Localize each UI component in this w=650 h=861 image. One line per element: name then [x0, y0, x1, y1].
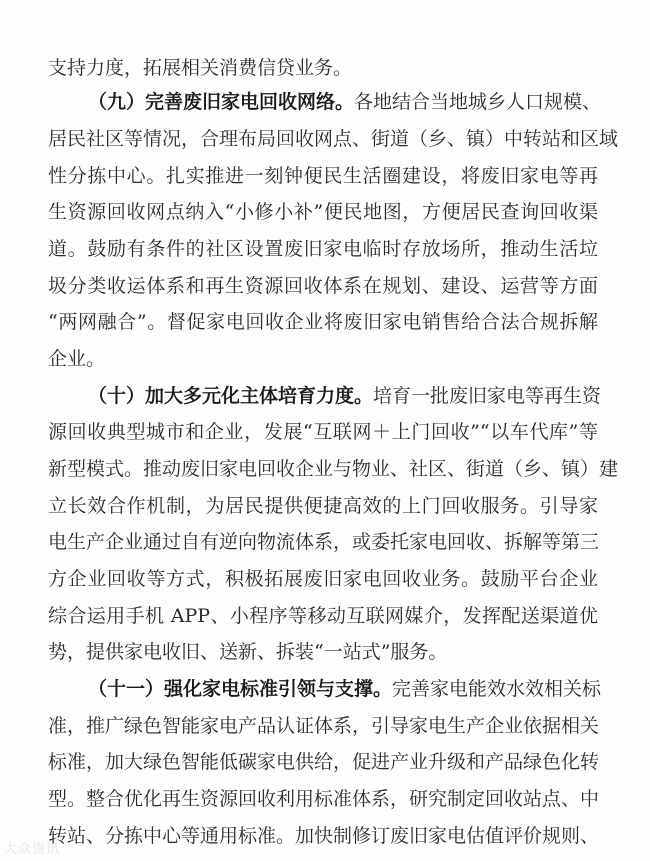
- text-line: [48, 603, 598, 629]
- section-heading: （十）加大多元化主体培育力度。: [88, 385, 374, 407]
- paragraph-11-heading-line: [88, 676, 602, 702]
- line-text: “两网融合”。督促家电回收企业将废旧家电销售给合法合规拆解: [48, 311, 598, 333]
- text-line: [48, 713, 598, 739]
- section-heading: （九）完善废旧家电回收网络。: [88, 91, 355, 113]
- line-text: 道。鼓励有条件的社区设置废旧家电临时存放场所，推动生活垃: [48, 238, 598, 260]
- line-text: 新型模式。推动废旧家电回收企业与物业、社区、街道（乡、镇）建: [48, 458, 619, 480]
- line-text: 培育一批废旧家电等再生资: [373, 385, 602, 407]
- line-text: 标准，加大绿色智能低碳家电供给，促进产业升级和产品绿色化转: [48, 751, 600, 773]
- line-text: 立长效合作机制，为居民提供便捷高效的上门回收服务。引导家: [48, 495, 598, 517]
- line-text: 生资源回收网点纳入“小修小补”便民地图，方便居民查询回收渠: [48, 201, 598, 223]
- line-text: 源回收典型城市和企业，发展“互联网＋上门回收”“以车代库”等: [48, 421, 598, 443]
- line-text: 各地结合当地城乡人口规模、: [354, 91, 602, 113]
- text-line: [48, 786, 598, 812]
- text-line: [48, 199, 598, 225]
- text-line: [48, 273, 598, 299]
- line-text: 型。整合优化再生资源回收利用标准体系，研究制定回收站点、中: [48, 788, 600, 810]
- text-line: [48, 639, 598, 665]
- line-text: 综合运用手机 APP、小程序等移动互联网媒介，发挥配送渠道优: [48, 605, 598, 627]
- text-line: [48, 566, 598, 592]
- text-line: [48, 419, 598, 445]
- text-line: [48, 346, 598, 372]
- text-line: [48, 236, 598, 262]
- line-text: 圾分类收运体系和再生资源回收体系在规划、建设、运营等方面: [48, 275, 598, 297]
- text-line: [48, 163, 598, 189]
- text-line: [48, 493, 598, 519]
- paragraph-10-heading-line: [88, 383, 602, 409]
- line-text: 电生产企业通过自有逆向物流体系，或委托家电回收、拆解等第三: [48, 531, 600, 553]
- line-text: 居民社区等情况，合理布局回收网点、街道（乡、镇）中转站和区域: [48, 128, 619, 150]
- text-line: [48, 529, 598, 555]
- line-text: 企业。: [48, 348, 106, 370]
- text-line: [48, 749, 598, 775]
- text-line: [48, 126, 619, 152]
- text-line: [48, 309, 598, 335]
- line-text: 完善家电能效水效相关标: [392, 678, 602, 700]
- line-text: 势，提供家电收旧、送新、拆装“一站式”服务。: [48, 641, 448, 663]
- line-text: 转站、分拣中心等通用标准。加快制修订废旧家电估值评价规则、: [48, 825, 600, 847]
- section-heading: （十一）强化家电标准引领与支撑。: [88, 678, 393, 700]
- text-line: [48, 456, 619, 482]
- paragraph-9-heading-line: [88, 89, 602, 115]
- line-text: 方企业回收等方式，积极拓展废旧家电回收业务。鼓励平台企业: [48, 568, 598, 590]
- line-text: 准，推广绿色智能家电产品认证体系，引导家电生产企业依据相关: [48, 715, 600, 737]
- text-line: [48, 55, 598, 81]
- text-line: [48, 823, 598, 849]
- watermark: 大众资讯: [4, 842, 61, 857]
- line-text: 性分拣中心。扎实推进一刻钟便民生活圈建设，将废旧家电等再: [48, 165, 598, 187]
- line-text: 支持力度，拓展相关消费信贷业务。: [48, 57, 353, 79]
